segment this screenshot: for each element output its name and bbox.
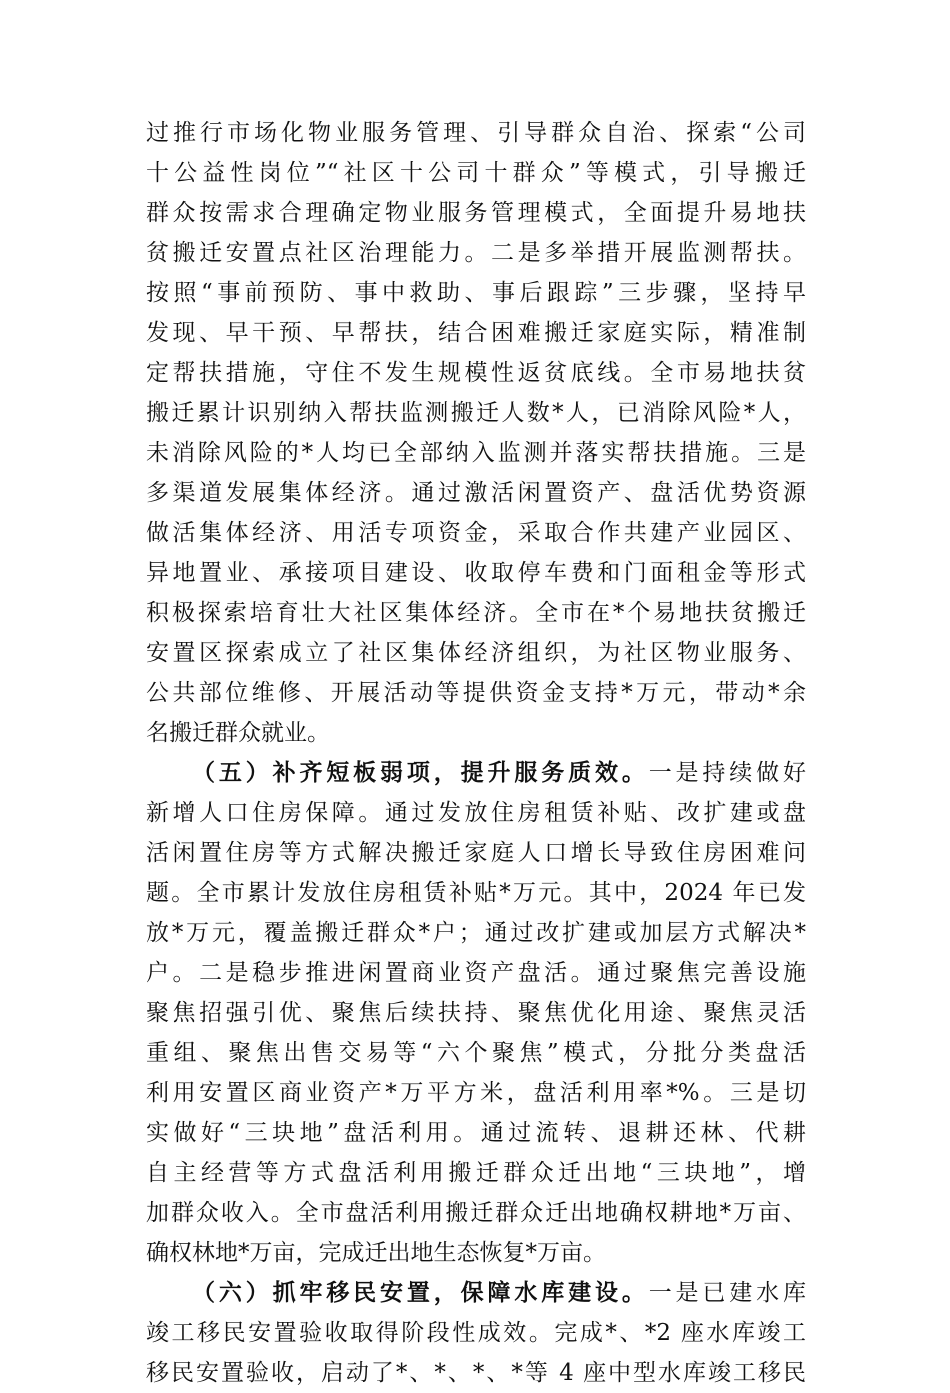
text-line: 重组、聚焦出售交易等“六个聚焦”模式，分批分类盘活 [146, 1040, 806, 1066]
section-heading: （五）补齐短板弱项，提升服务质效。 [192, 759, 649, 786]
text-line: 未消除风险的*人均已全部纳入监测并落实帮扶措施。三是 [146, 440, 806, 466]
paragraph [146, 1273, 806, 1393]
text-line: 异地置业、承接项目建设、收取停车费和门面租金等形式 [146, 560, 806, 586]
text-line: 竣工移民安置验收取得阶段性成效。完成*、*2 座水库竣工 [146, 1320, 806, 1346]
paragraph-first-line [146, 1273, 806, 1313]
text-line: 利用安置区商业资产*万平方米，盘活利用率*%。三是切 [146, 1080, 806, 1106]
text-run: 一是持续做好 [648, 760, 807, 786]
text-line: 自主经营等方式盘活利用搬迁群众迁出地“三块地”，增 [146, 1160, 806, 1186]
text-line: 移民安置验收，启动了*、*、*、*等 4 座中型水库竣工移民 [146, 1360, 806, 1386]
text-line: 贫搬迁安置点社区治理能力。二是多举措开展监测帮扶。 [146, 240, 806, 266]
text-line: 实做好“三块地”盘活利用。通过流转、退耕还林、代耕 [146, 1120, 806, 1146]
text-run: 一是已建水库 [648, 1280, 807, 1306]
paragraph-first-line [146, 753, 806, 793]
text-line: 活闲置住房等方式解决搬迁家庭人口增长导致住房困难问 [146, 840, 806, 866]
text-line: 按照“事前预防、事中救助、事后跟踪”三步骤，坚持早 [146, 280, 806, 306]
text-line: 群众按需求合理确定物业服务管理模式，全面提升易地扶 [146, 200, 806, 226]
text-line: 过推行市场化物业服务管理、引导群众自治、探索“公司 [146, 120, 806, 146]
text-line: 加群众收入。全市盘活利用搬迁群众迁出地确权耕地*万亩、 [146, 1200, 806, 1226]
text-line: 题。全市累计发放住房租赁补贴*万元。其中，2024 年已发 [146, 880, 806, 906]
section-heading: （六）抓牢移民安置，保障水库建设。 [192, 1279, 649, 1306]
text-line: 名搬迁群众就业。 [146, 720, 330, 746]
text-line: 安置区探索成立了社区集体经济组织，为社区物业服务、 [146, 640, 806, 666]
paragraph [146, 753, 806, 1273]
text-line: 户。二是稳步推进闲置商业资产盘活。通过聚焦完善设施 [146, 960, 806, 986]
text-line: 聚焦招强引优、聚焦后续扶持、聚焦优化用途、聚焦灵活 [146, 1000, 806, 1026]
text-line: 放*万元，覆盖搬迁群众*户；通过改扩建或加层方式解决* [146, 920, 806, 946]
text-line: 定帮扶措施，守住不发生规模性返贫底线。全市易地扶贫 [146, 360, 806, 386]
text-line: 发现、早干预、早帮扶，结合困难搬迁家庭实际，精准制 [146, 320, 806, 346]
text-line: 公共部位维修、开展活动等提供资金支持*万元，带动*余 [146, 680, 806, 706]
document-page [146, 113, 806, 1393]
text-line: 多渠道发展集体经济。通过激活闲置资产、盘活优势资源 [146, 480, 806, 506]
text-line: 十公益性岗位”“社区十公司十群众”等模式，引导搬迁 [146, 160, 806, 186]
text-line: 新增人口住房保障。通过发放住房租赁补贴、改扩建或盘 [146, 800, 806, 826]
text-line: 搬迁累计识别纳入帮扶监测搬迁人数*人，已消除风险*人， [146, 400, 806, 426]
text-line: 积极探索培育壮大社区集体经济。全市在*个易地扶贫搬迁 [146, 600, 806, 626]
text-line: 做活集体经济、用活专项资金，采取合作共建产业园区、 [146, 520, 806, 546]
text-line: 确权林地*万亩，完成迁出地生态恢复*万亩。 [146, 1240, 606, 1266]
paragraph [146, 113, 806, 753]
